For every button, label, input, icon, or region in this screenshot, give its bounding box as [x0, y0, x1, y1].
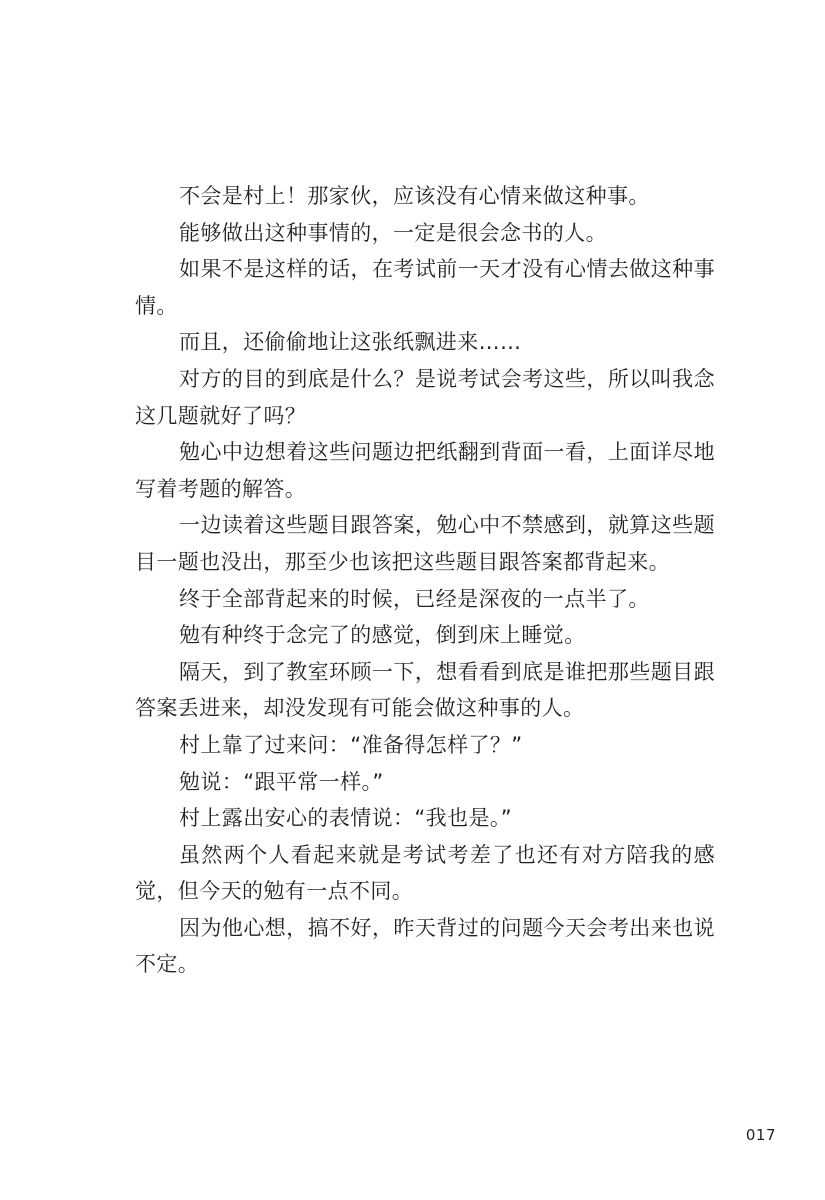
paragraph: 如果不是这样的话，在考试前一天才没有心情去做这种事情。 [135, 257, 715, 318]
paragraph: 对方的目的到底是什么？是说考试会考这些，所以叫我念这几题就好了吗？ [135, 366, 715, 428]
paragraph: 而且，还偷偷地让这张纸飘进来…… [179, 330, 522, 355]
paragraph: 勉心中边想着这些问题边把纸翻到背面一看，上面详尽地写着考题的解答。 [135, 440, 715, 501]
paragraph: 勉说：“跟平常一样。” [179, 769, 384, 794]
paragraph: 村上靠了过来问：“准备得怎样了？” [179, 732, 523, 757]
paragraph: 隔天，到了教室环顾一下，想看看到底是谁把那些题目跟答案丢进来，却没发现有可能会做这种事的人。 [135, 659, 715, 721]
paragraph: 虽然两个人看起来就是考试考差了也还有对方陪我的感觉，但今天的勉有一点不同。 [135, 842, 715, 904]
paragraph: 村上露出安心的表情说：“我也是。” [179, 806, 513, 831]
paragraph: 不会是村上！那家伙，应该没有心情来做这种事。 [179, 184, 650, 208]
page-number: 017 [745, 1126, 776, 1144]
paragraph: 勉有种终于念完了的感觉，倒到床上睡觉。 [179, 623, 586, 648]
paragraph: 一边读着这些题目跟答案，勉心中不禁感到，就算这些题目一题也没出，那至少也该把这些题目跟答案都背起来。 [135, 513, 715, 574]
paragraph: 因为他心想，搞不好，昨天背过的问题今天会考出来也说不定。 [135, 915, 715, 977]
paragraph: 终于全部背起来的时候，已经是深夜的一点半了。 [179, 586, 650, 611]
body-text [135, 178, 715, 983]
paragraph: 能够做出这种事情的，一定是很会念书的人。 [179, 220, 607, 245]
